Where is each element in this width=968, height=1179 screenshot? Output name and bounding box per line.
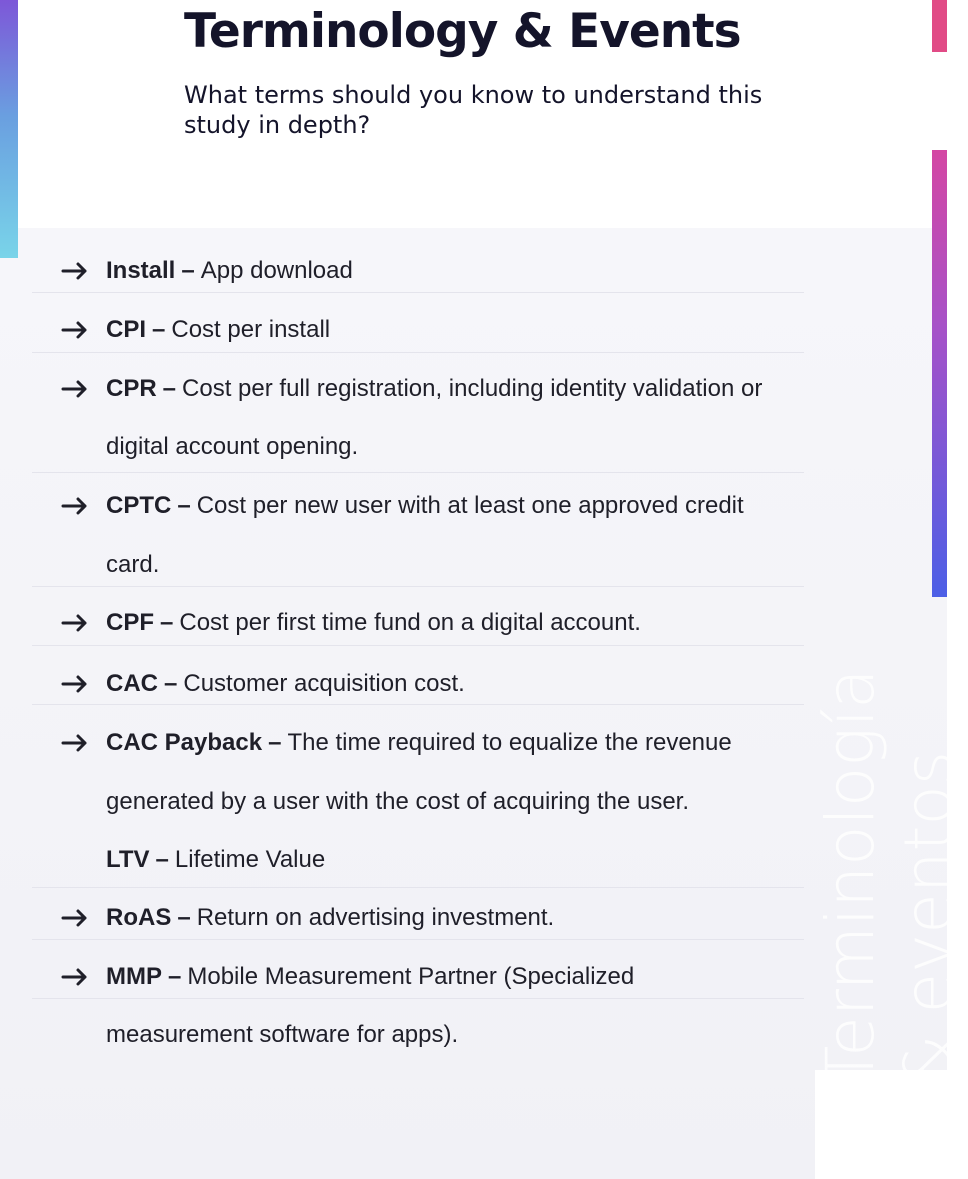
term-definition: App download	[200, 257, 353, 284]
term-label: CPR	[106, 375, 157, 402]
term-definition-continued: digital account opening.	[106, 433, 359, 460]
page-title: Terminology & Events	[184, 4, 741, 59]
term-definition: Cost per install	[171, 316, 331, 343]
term-definition-continued: generated by a user with the cost of acquiring the user.	[106, 788, 690, 815]
arrow-right-icon	[60, 962, 90, 992]
divider	[32, 887, 804, 888]
term-definition: Cost per new user with at least one approved credit	[196, 492, 744, 519]
term-dash: –	[177, 904, 191, 931]
term-item-cac	[60, 669, 465, 699]
term-definition: Mobile Measurement Partner (Specialized	[187, 963, 635, 990]
term-dash: –	[268, 729, 282, 756]
arrow-right-icon	[60, 315, 90, 345]
divider	[32, 939, 804, 940]
term-dash: –	[152, 316, 166, 343]
arrow-right-icon	[60, 608, 90, 638]
term-dash: –	[177, 492, 191, 519]
divider	[32, 472, 804, 473]
term-definition: Lifetime Value	[174, 846, 326, 873]
term-definition-continued: card.	[106, 551, 160, 578]
term-item-ltv	[106, 845, 325, 875]
term-dash: –	[181, 257, 195, 284]
term-label: MMP	[106, 963, 162, 990]
divider	[32, 998, 804, 999]
divider	[32, 704, 804, 705]
term-label: CPI	[106, 316, 147, 343]
term-definition: Customer acquisition cost.	[183, 670, 465, 697]
term-item-cpi	[60, 315, 330, 345]
term-item-roas	[60, 903, 554, 933]
term-definition: The time required to equalize the revenue	[287, 729, 732, 756]
term-definition-continued: measurement software for apps).	[106, 1021, 459, 1048]
term-item-mmp	[60, 962, 634, 992]
divider	[32, 645, 804, 646]
divider	[32, 352, 804, 353]
arrow-right-icon	[60, 374, 90, 404]
divider	[32, 586, 804, 587]
watermark-line-1: Terminología	[812, 668, 889, 1086]
term-label: CPTC	[106, 492, 172, 519]
term-definition: Return on advertising investment.	[196, 904, 555, 931]
term-dash: –	[168, 963, 182, 990]
term-item-cpf	[60, 608, 641, 638]
arrow-right-icon	[60, 903, 90, 933]
page-subtitle: What terms should you know to understand this study in depth?	[184, 81, 763, 139]
term-label: Install	[106, 257, 176, 284]
arrow-right-icon	[60, 728, 90, 758]
term-dash: –	[162, 375, 177, 402]
arrow-right-icon	[60, 256, 90, 286]
term-item-cac-payback	[60, 728, 732, 758]
arrow-right-icon	[60, 669, 90, 699]
term-definition: Cost per full registration, including identity validation or	[182, 375, 763, 402]
watermark-line-2: & eventos	[890, 750, 967, 1086]
term-dash: –	[160, 609, 174, 636]
term-label: CAC Payback	[106, 729, 263, 756]
term-definition: Cost per first time fund on a digital account.	[179, 609, 641, 636]
term-item-cpr	[60, 374, 762, 404]
term-label: CPF	[106, 609, 154, 636]
term-item-cptc	[60, 491, 744, 521]
term-dash: –	[164, 670, 178, 697]
term-label: RoAS	[106, 904, 172, 931]
term-dash: –	[155, 846, 169, 873]
term-label: CAC	[106, 670, 158, 697]
term-item-install	[60, 256, 353, 286]
arrow-right-icon	[60, 491, 90, 521]
divider	[32, 292, 804, 293]
term-label: LTV	[106, 846, 150, 873]
